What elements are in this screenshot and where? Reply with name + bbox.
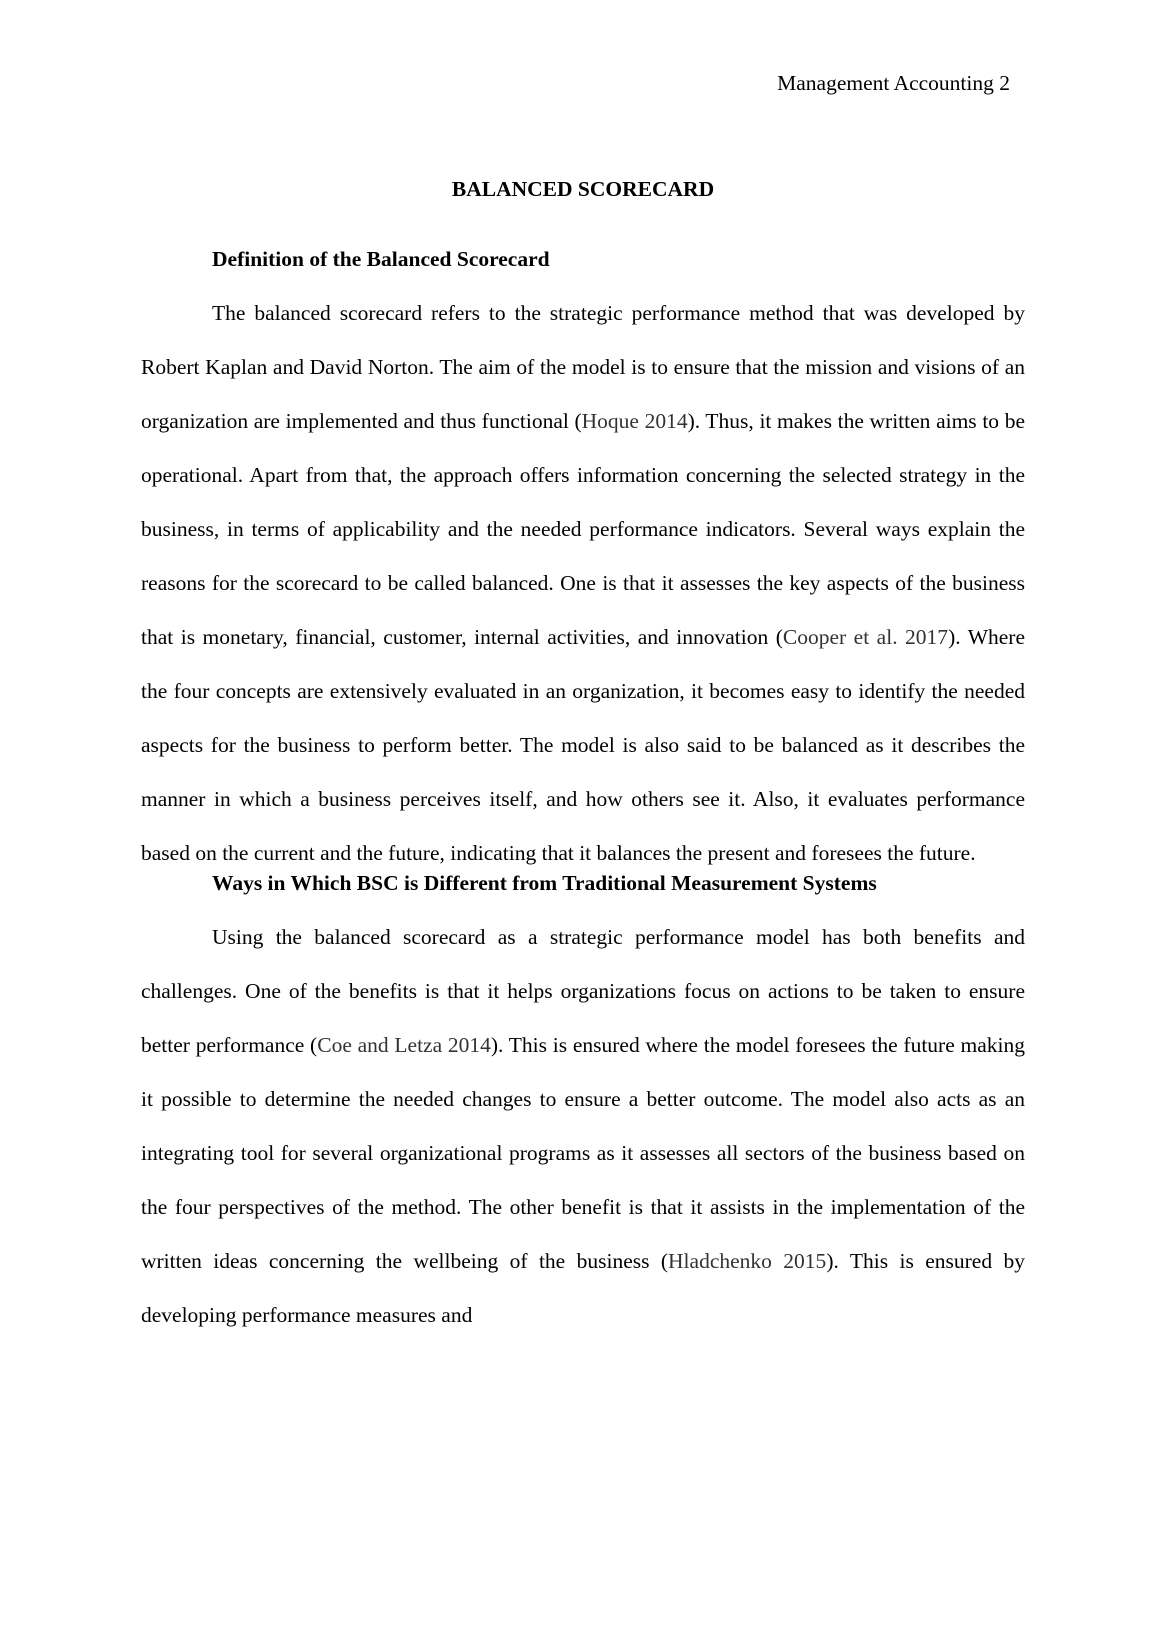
paragraph-text: ). This is ensured where the model foresees the future making it possible to determine the needed changes to ensure a better outcome. The model also acts as an integrating tool for several organizational programs as it assesses all sectors of the business based on the four perspectives of the method. The other benefit is that it assists in the implementation of the written ideas concerning the wellbeing of the business ( bbox=[141, 1033, 1025, 1273]
running-header: Management Accounting 2 bbox=[777, 71, 1010, 95]
paragraph-ways bbox=[141, 910, 1025, 1342]
document-title: BALANCED SCORECARD bbox=[451, 177, 715, 201]
paragraph-text: ). Where the four concepts are extensively evaluated in an organization, it becomes easy to identify the needed aspects for the business to perform better. The model is also said to be balanced as it describes the manner in which a business perceives itself, and how others see it. Also, it evaluates performance based on the current and the future, indicating that it balances the present and foresees the future. bbox=[141, 625, 1025, 865]
citation-hladchenko-2015: Hladchenko 2015 bbox=[668, 1249, 827, 1273]
paragraph-definition bbox=[141, 286, 1025, 880]
document-body bbox=[141, 174, 1025, 1342]
citation-coe-letza-2014: Coe and Letza 2014 bbox=[317, 1033, 491, 1057]
section-heading-ways: Ways in Which BSC is Different from Traditional Measurement Systems bbox=[212, 871, 877, 895]
section-heading-definition: Definition of the Balanced Scorecard bbox=[212, 247, 550, 271]
citation-hoque-2014: Hoque 2014 bbox=[581, 409, 688, 433]
citation-cooper-2017: Cooper et al. 2017 bbox=[782, 625, 949, 649]
paragraph-text: The balanced scorecard refers to the strategic performance method that was developed by Robert Kaplan and David Norton. The aim of the model is to ensure that the mission and visions of an organization are implemented and thus functional ( bbox=[141, 301, 1025, 433]
paragraph-text: ). Thus, it makes the written aims to be operational. Apart from that, the approach offers information concerning the selected strategy in the business, in terms of applicability and the needed performance indicators. Several ways explain the reasons for the scorecard to be called balanced. One is that it assesses the key aspects of the business that is monetary, financial, customer, internal activities, and innovation ( bbox=[141, 409, 1025, 649]
paragraph-text: Using the balanced scorecard as a strategic performance model has both benefits and challenges. One of the benefits is that it helps organizations focus on actions to be taken to ensure better performance ( bbox=[141, 925, 1025, 1057]
paragraph-text: ). This is ensured by developing performance measures and bbox=[141, 1249, 1025, 1327]
